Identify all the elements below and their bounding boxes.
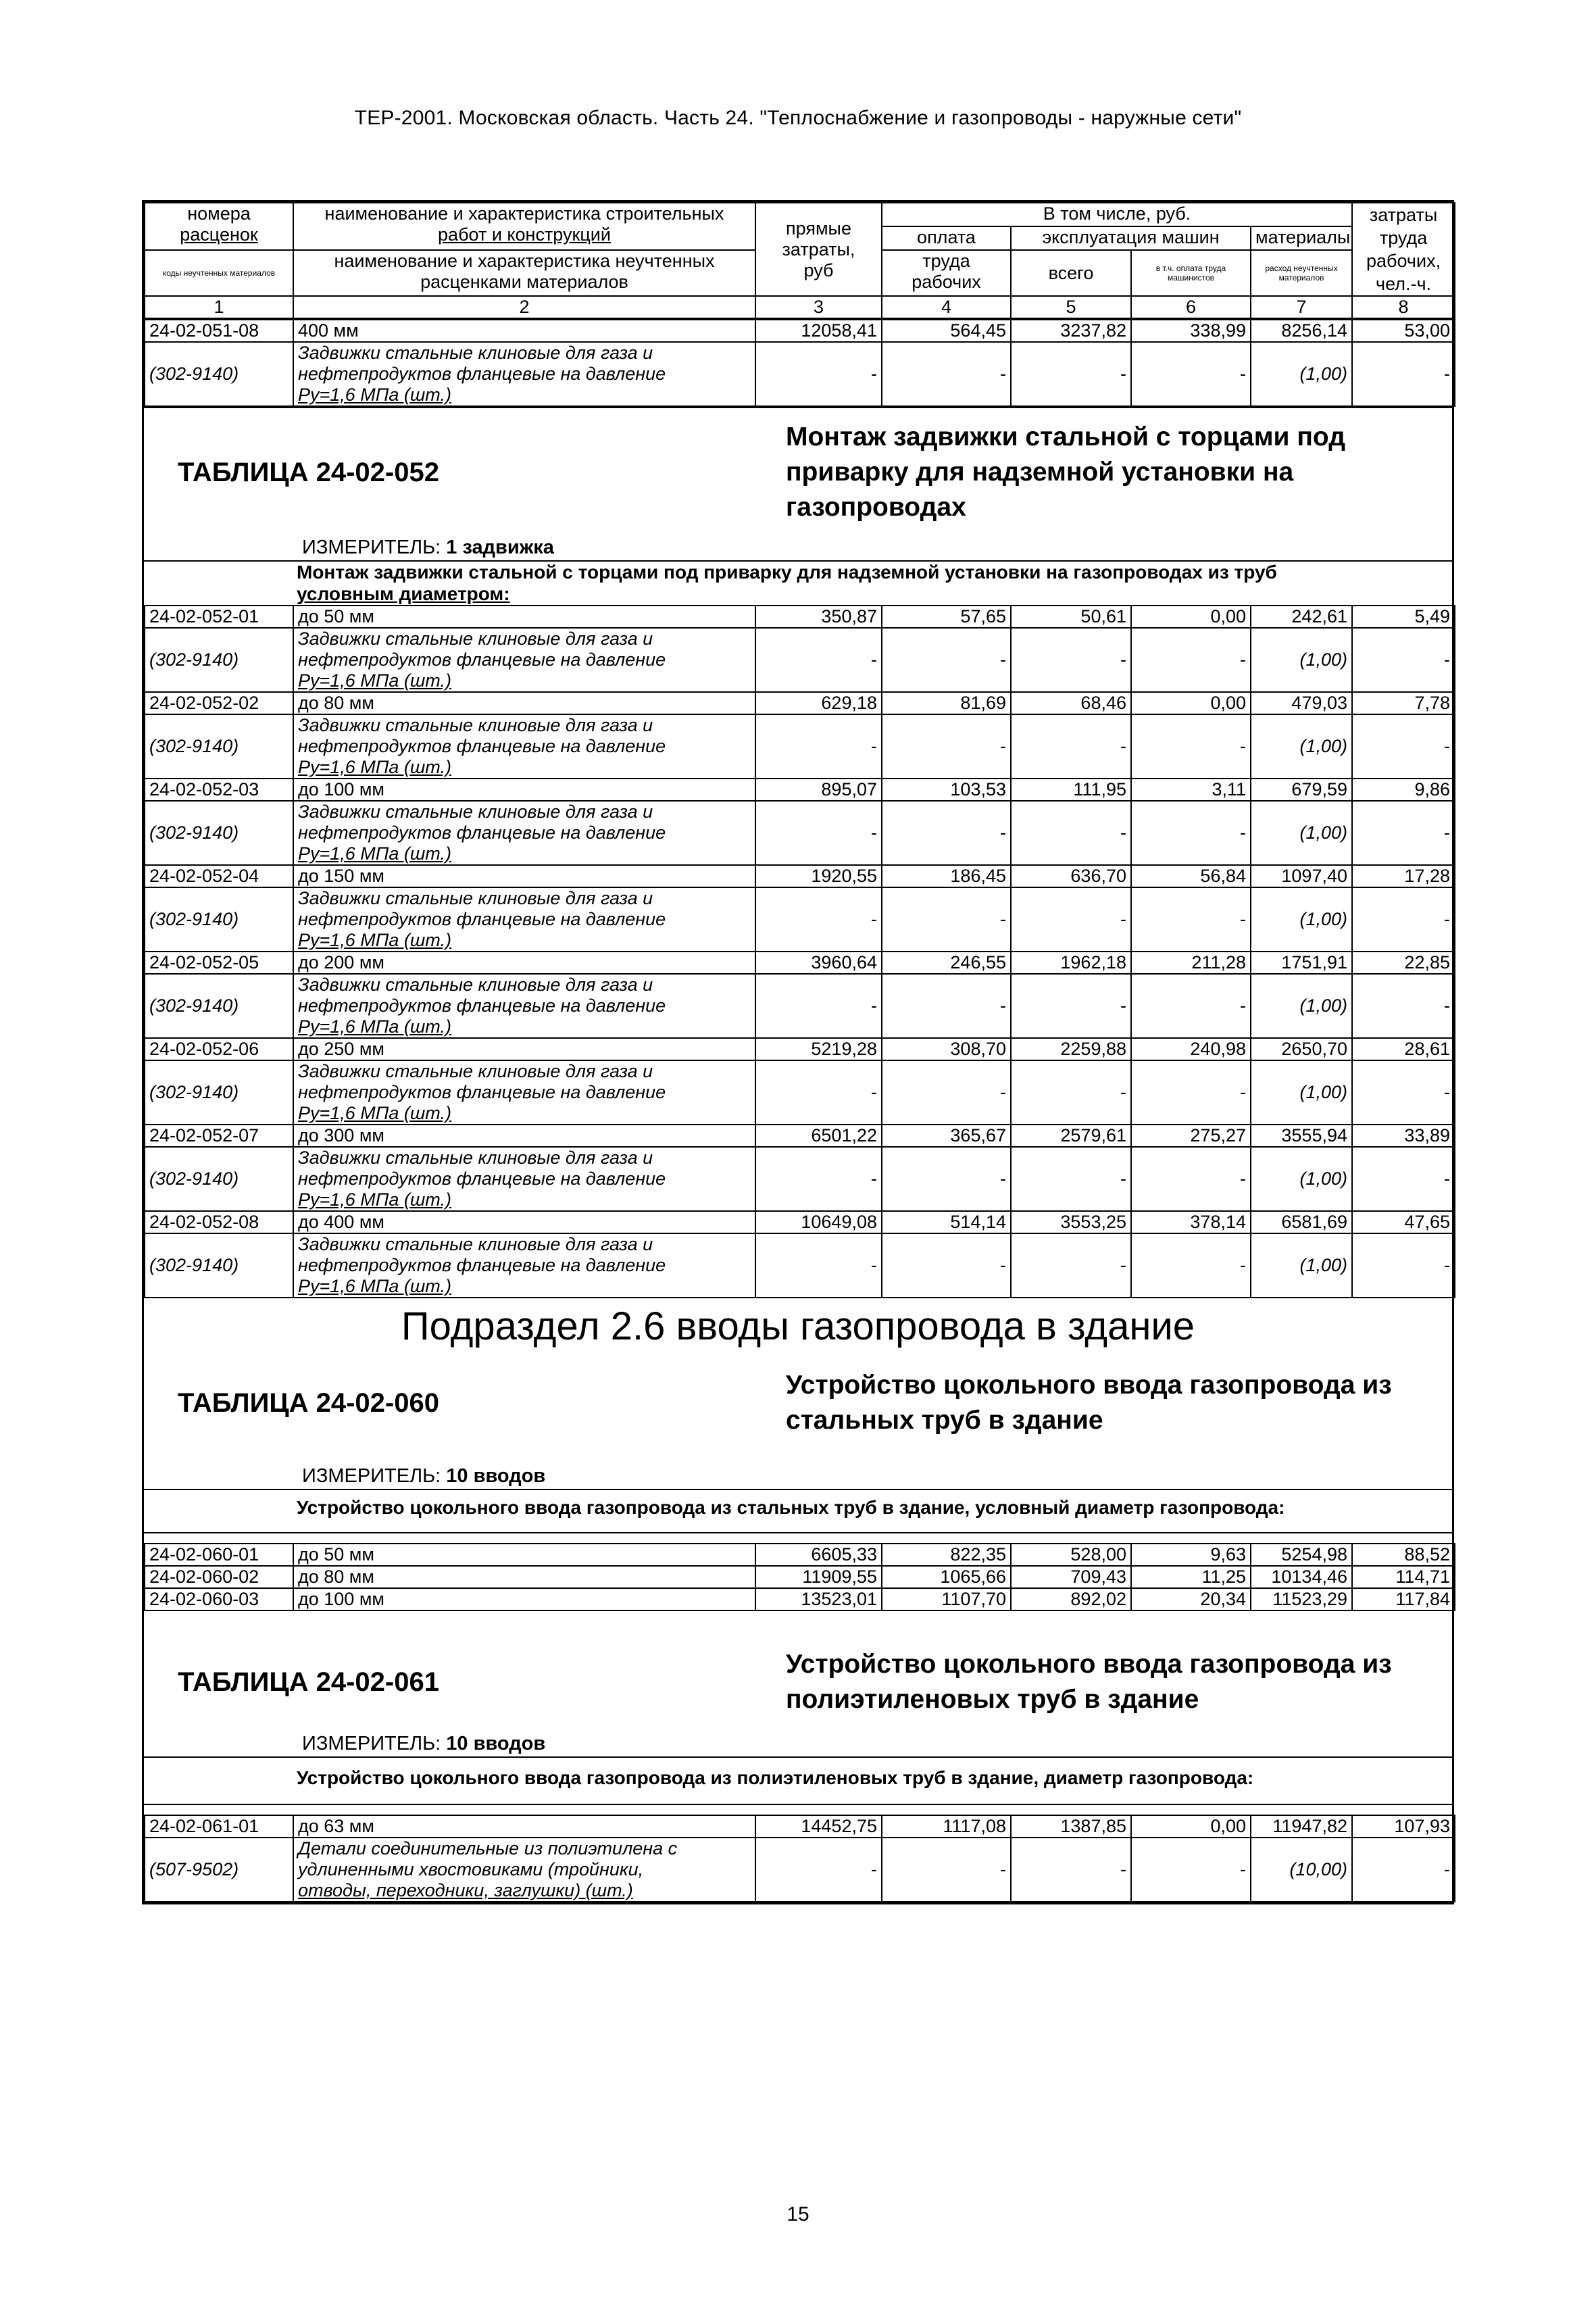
rate-value: 17,28 xyxy=(1352,865,1455,887)
rate-value: 2259,88 xyxy=(1011,1038,1131,1060)
table-description: Устройство цокольного ввода газопровода из стальных труб в здание xyxy=(786,1371,1392,1435)
table-row xyxy=(145,1038,1455,1060)
table-intro: Монтаж задвижки стальной с торцами под приварку для надземной установки на газопроводах из труб условным диаметром: xyxy=(144,560,1452,605)
material-code: (302-9140) xyxy=(149,909,239,929)
col3-title-a: прямые xyxy=(786,218,851,239)
material-row: (302-9140) Задвижки стальные клиновые для газа и нефтепродуктов фланцевые на давление Ру=1,6 МПа (шт.) - - - - (1,00) - xyxy=(145,801,1455,865)
rate-value: 2650,70 xyxy=(1251,1038,1352,1060)
rate-value: 275,27 xyxy=(1131,1125,1251,1147)
rate-name: до 400 мм xyxy=(293,1211,755,1233)
table-row xyxy=(145,1544,1455,1566)
rate-value: 0,00 xyxy=(1131,692,1251,714)
rate-value: 10649,08 xyxy=(755,1211,882,1233)
rate-name: до 63 мм xyxy=(293,1815,755,1838)
material-qty: (1,00) xyxy=(1299,649,1347,670)
rate-value: 1107,70 xyxy=(882,1588,1011,1610)
col1-title: номера xyxy=(187,203,251,224)
rate-value: 629,18 xyxy=(755,692,882,714)
table-060-rows xyxy=(144,1543,1455,1611)
rate-code: 24-02-052-07 xyxy=(145,1125,293,1147)
incl-header: В том числе, руб. xyxy=(882,203,1352,226)
rate-value: 5,49 xyxy=(1352,606,1455,628)
rate-name: до 100 мм xyxy=(293,779,755,801)
rate-value: 56,84 xyxy=(1131,865,1251,887)
table-052-rows xyxy=(144,605,1455,1298)
rate-value: 822,35 xyxy=(882,1544,1011,1566)
table-24-02-052 xyxy=(144,407,1452,1298)
material-row: (302-9140) Задвижки стальные клиновые для газа и нефтепродуктов фланцевые на давление Ру=1,6 МПа (шт.) - - - - (1,00) - xyxy=(145,887,1455,952)
rate-value: 6581,69 xyxy=(1251,1211,1352,1233)
material-qty: (1,00) xyxy=(1299,995,1347,1016)
rate-value: 636,70 xyxy=(1011,865,1131,887)
rate-code: 24-02-052-02 xyxy=(145,692,293,714)
rate-name: до 200 мм xyxy=(293,952,755,974)
col2-title: наименование и характеристика строительных xyxy=(324,203,724,224)
rate-code: 24-02-060-02 xyxy=(145,1566,293,1588)
rate-value: 13523,01 xyxy=(755,1588,882,1610)
section-title: Подраздел 2.6 вводы газопровода в здание xyxy=(401,1304,1195,1348)
rate-value: 892,02 xyxy=(1011,1588,1131,1610)
material-code: (302-9140) xyxy=(149,649,239,670)
rate-code: 24-02-052-04 xyxy=(145,865,293,887)
material-code: (302-9140) xyxy=(149,364,239,384)
rate-code: 24-02-060-01 xyxy=(145,1544,293,1566)
rate-name: до 80 мм xyxy=(293,692,755,714)
rate-value: 350,87 xyxy=(755,606,882,628)
material-qty: (1,00) xyxy=(1299,1168,1347,1189)
rate-value: 10134,46 xyxy=(1251,1566,1352,1588)
material-code: (302-9140) xyxy=(149,1168,239,1189)
col8-title: затраты xyxy=(1369,205,1438,225)
rate-value: 5254,98 xyxy=(1251,1544,1352,1566)
material-row: (302-9140) Задвижки стальные клиновые для газа и нефтепродуктов фланцевые на давление Ру=1,6 МПа (шт.) - - - - (1,00) - xyxy=(145,974,1455,1038)
table-description: Монтаж задвижки стальной с торцами под приварку для надземной установки на газопроводах xyxy=(786,422,1345,522)
rate-value: 22,85 xyxy=(1352,952,1455,974)
table-row xyxy=(145,606,1455,628)
rate-value: 11,25 xyxy=(1131,1566,1251,1588)
rate-value: 111,95 xyxy=(1011,779,1131,801)
rate-code: 24-02-052-05 xyxy=(145,952,293,974)
meter-line: ИЗМЕРИТЕЛЬ: 1 задвижка xyxy=(302,537,554,558)
rate-value: 3555,94 xyxy=(1251,1125,1352,1147)
rate-name: до 150 мм xyxy=(293,865,755,887)
rate-value: 3553,25 xyxy=(1011,1211,1131,1233)
rate-value: 514,14 xyxy=(882,1211,1011,1233)
rate-value: 1920,55 xyxy=(755,865,882,887)
table-24-02-060 xyxy=(144,1364,1452,1611)
table-row: 24-02-061-01 до 63 мм 14452,75 1117,08 1387,85 0,00 11947,82 107,93 xyxy=(145,1815,1455,1838)
material-code: (302-9140) xyxy=(149,736,239,756)
rate-value: 1751,91 xyxy=(1251,952,1352,974)
table-row xyxy=(145,865,1455,887)
rate-value: 308,70 xyxy=(882,1038,1011,1060)
rate-value: 7,78 xyxy=(1352,692,1455,714)
rate-value: 679,59 xyxy=(1251,779,1352,801)
rate-value: 479,03 xyxy=(1251,692,1352,714)
rate-value: 117,84 xyxy=(1352,1588,1455,1610)
rate-value: 186,45 xyxy=(882,865,1011,887)
rate-value: 11909,55 xyxy=(755,1566,882,1588)
price-document xyxy=(142,200,1454,1904)
material-code: (302-9140) xyxy=(149,822,239,843)
rate-value: 68,46 xyxy=(1011,692,1131,714)
rate-value: 2579,61 xyxy=(1011,1125,1131,1147)
rate-value: 211,28 xyxy=(1131,952,1251,974)
material-row: (302-9140) Задвижки стальные клиновые для газа и нефтепродуктов фланцевые на давление Ру=1,6 МПа (шт.) - - - - (1,00) - xyxy=(145,1147,1455,1211)
col4-pay: оплата xyxy=(882,226,1011,250)
material-row: (507-9502) Детали соединительные из полиэтилена с удлиненными хвостовиками (тройники, отводы, переходники, заглушки) (шт.) - - - - (10,00) - xyxy=(145,1838,1455,1902)
rate-value: 88,52 xyxy=(1352,1544,1455,1566)
material-row: (302-9140) Задвижки стальные клиновые для газа и нефтепродуктов фланцевые на давление Ру=1,6 МПа (шт.) - - - - (1,00) - xyxy=(145,714,1455,779)
table-24-02-061 xyxy=(144,1611,1452,1902)
rate-name: до 250 мм xyxy=(293,1038,755,1060)
rate-value: 28,61 xyxy=(1352,1038,1455,1060)
rate-value: 33,89 xyxy=(1352,1125,1455,1147)
col5-total: всего xyxy=(1011,250,1131,296)
rate-value: 50,61 xyxy=(1011,606,1131,628)
col5-mach: эксплуатация машин xyxy=(1011,226,1251,250)
rate-value: 3,11 xyxy=(1131,779,1251,801)
table-intro: Устройство цокольного ввода газопровода из полиэтиленовых труб в здание, диаметр газопровода: xyxy=(144,1756,1452,1805)
meter-line: ИЗМЕРИТЕЛЬ: 10 вводов xyxy=(302,1465,546,1487)
rate-value: 1065,66 xyxy=(882,1566,1011,1588)
table-row xyxy=(145,779,1455,801)
running-header: ТЕР-2001. Московская область. Часть 24. "Теплоснабжение и газопроводы - наружные сети" xyxy=(354,107,1242,129)
col7-sub: расход неучтенных материалов xyxy=(1251,250,1352,296)
table-061-rows xyxy=(144,1815,1455,1902)
col1-sub: коды неучтенных материалов xyxy=(145,250,293,296)
carryover-row: 24-02-051-08 400 мм 12058,41 564,45 3237,82 338,99 8256,14 53,00 (302-9140) Задвижки стальные клиновые для газа и нефтепродуктов фланцевые на давление Ру=1,6 МПа (шт.) - - - - (1,00) - xyxy=(144,319,1455,407)
rate-value: 378,14 xyxy=(1131,1211,1251,1233)
rate-value: 9,63 xyxy=(1131,1544,1251,1566)
rate-value: 528,00 xyxy=(1011,1544,1131,1566)
rate-code: 24-02-051-08 xyxy=(145,320,293,342)
table-intro: Устройство цокольного ввода газопровода из стальных труб в здание, условный диаметр газопровода: xyxy=(144,1489,1452,1533)
rate-value: 6605,33 xyxy=(755,1544,882,1566)
rate-value: 114,71 xyxy=(1352,1566,1455,1588)
rate-value: 1962,18 xyxy=(1011,952,1131,974)
material-qty: (1,00) xyxy=(1299,1082,1347,1102)
col7-mat: материалы xyxy=(1251,226,1352,250)
rate-value: 246,55 xyxy=(882,952,1011,974)
rate-code: 24-02-052-01 xyxy=(145,606,293,628)
rate-value: 5219,28 xyxy=(755,1038,882,1060)
rate-value: 20,34 xyxy=(1131,1588,1251,1610)
rate-value: 895,07 xyxy=(755,779,882,801)
material-row: (302-9140) Задвижки стальные клиновые для газа и нефтепродуктов фланцевые на давление Ру=1,6 МПа (шт.) - - - - (1,00) - xyxy=(145,1060,1455,1125)
table-description: Устройство цокольного ввода газопровода из полиэтиленовых труб в здание xyxy=(786,1650,1392,1714)
rate-value: 57,65 xyxy=(882,606,1011,628)
material-qty: (1,00) xyxy=(1299,909,1347,929)
rate-code: 24-02-052-08 xyxy=(145,1211,293,1233)
table-row xyxy=(145,1125,1455,1147)
rate-name: до 50 мм xyxy=(293,1544,755,1566)
column-numbers: 1 2 3 4 5 6 7 8 xyxy=(145,296,1455,318)
table-title: ТАБЛИЦА 24-02-060 xyxy=(178,1387,439,1418)
rate-value: 3960,64 xyxy=(755,952,882,974)
page-number: 15 xyxy=(787,2203,809,2225)
material-qty: (1,00) xyxy=(1299,822,1347,843)
table-row xyxy=(145,692,1455,714)
material-code: (302-9140) xyxy=(149,1082,239,1102)
rate-value: 9,86 xyxy=(1352,779,1455,801)
rate-name: 400 мм xyxy=(293,320,755,342)
rate-name: до 300 мм xyxy=(293,1125,755,1147)
column-header: номера расценок наименование и характеристика строительных работ и конструкций прямые затраты, руб В том числе, руб. затраты труда рабочих, чел.-ч. оплата эксплуатация машин материалы коды неучтенных материалов наименование и характеристика неучтенных расценками материалов труда рабочих всего в т.ч. оплата труда машинистов расход неучтенных материалов 1 2 3 4 5 6 7 8 xyxy=(144,202,1455,319)
rate-code: 24-02-060-03 xyxy=(145,1588,293,1610)
rate-value: 0,00 xyxy=(1131,606,1251,628)
material-qty: (1,00) xyxy=(1299,736,1347,756)
material-code: (507-9502) xyxy=(149,1859,239,1879)
material-row: (302-9140) Задвижки стальные клиновые для газа и нефтепродуктов фланцевые на давление Ру=1,6 МПа (шт.) - - - - (1,00) - xyxy=(145,1233,1455,1298)
rate-value: 709,43 xyxy=(1011,1566,1131,1588)
rate-value: 242,61 xyxy=(1251,606,1352,628)
rate-name: до 80 мм xyxy=(293,1566,755,1588)
rate-value: 1097,40 xyxy=(1251,865,1352,887)
table-title: ТАБЛИЦА 24-02-061 xyxy=(178,1667,439,1697)
rate-value: 240,98 xyxy=(1131,1038,1251,1060)
rate-code: 24-02-061-01 xyxy=(145,1815,293,1838)
rate-value: 365,67 xyxy=(882,1125,1011,1147)
rate-name: до 100 мм xyxy=(293,1588,755,1610)
meter-line: ИЗМЕРИТЕЛЬ: 10 вводов xyxy=(302,1733,546,1754)
table-row xyxy=(145,1566,1455,1588)
rate-code: 24-02-052-03 xyxy=(145,779,293,801)
material-code: (302-9140) xyxy=(149,995,239,1016)
material-row: (302-9140) Задвижки стальные клиновые для газа и нефтепродуктов фланцевые на давление Ру=1,6 МПа (шт.) - - - - (1,00) - xyxy=(145,628,1455,692)
rate-name: до 50 мм xyxy=(293,606,755,628)
col6-sub: в т.ч. оплата труда машинистов xyxy=(1131,250,1251,296)
rate-value: 81,69 xyxy=(882,692,1011,714)
rate-value: 6501,22 xyxy=(755,1125,882,1147)
table-row xyxy=(145,1211,1455,1233)
rate-code: 24-02-052-06 xyxy=(145,1038,293,1060)
rate-value: 11523,29 xyxy=(1251,1588,1352,1610)
rate-value: 103,53 xyxy=(882,779,1011,801)
table-row xyxy=(145,1588,1455,1610)
material-code: (302-9140) xyxy=(149,1255,239,1275)
table-row xyxy=(145,952,1455,974)
material-qty: (1,00) xyxy=(1299,1255,1347,1275)
table-title: ТАБЛИЦА 24-02-052 xyxy=(178,457,439,487)
rate-value: 47,65 xyxy=(1352,1211,1455,1233)
